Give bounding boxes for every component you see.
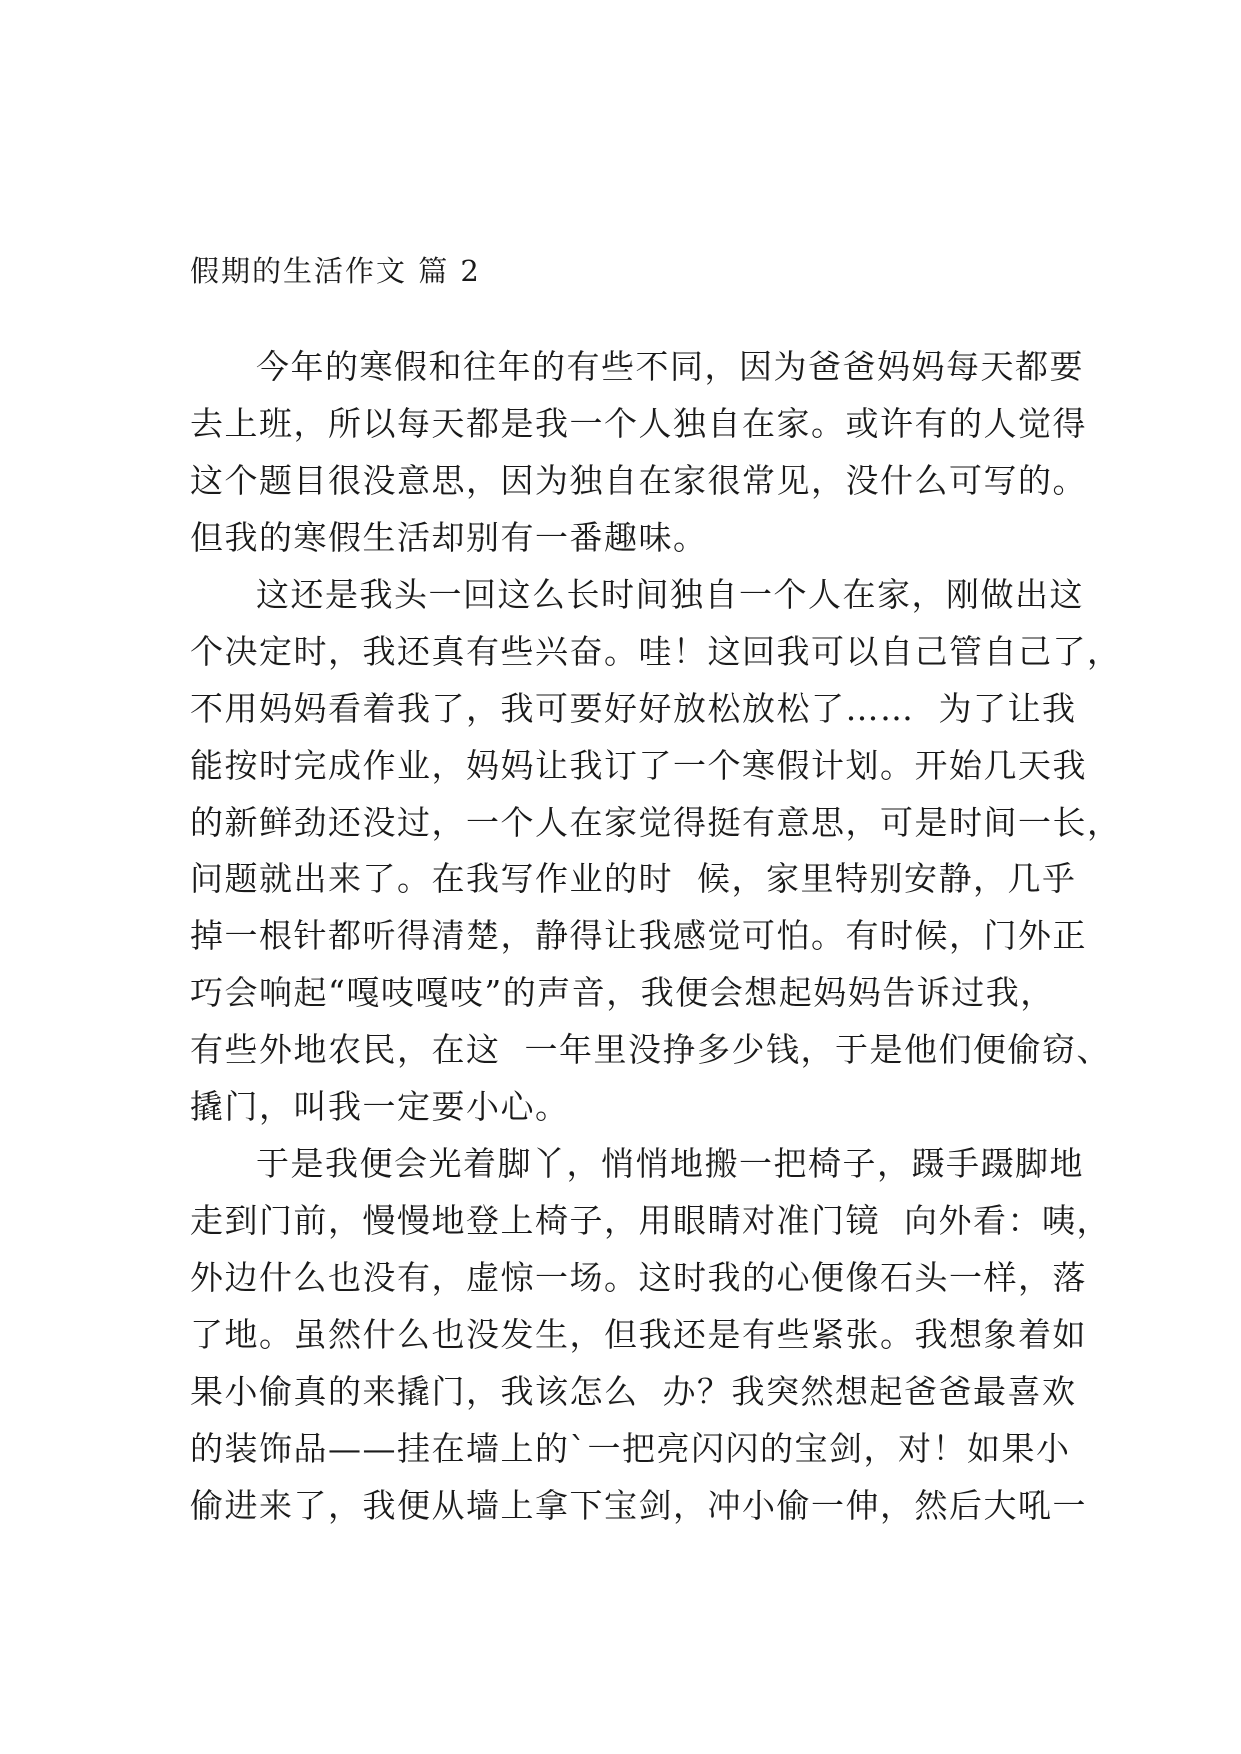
text-line: 撬门，叫我一定要小心。 [190, 1087, 570, 1127]
text-line: 走到门前，慢慢地登上椅子，用眼睛对准门镜 向外看：咦， [190, 1201, 1111, 1241]
text-line: 这个题目很没意思，因为独自在家很常见，没什么可写的。 [190, 460, 1087, 500]
text-line: 的装饰品——挂在墙上的`一把亮闪闪的宝剑，对！如果小 [190, 1428, 1071, 1468]
document-title: 假期的生活作文 篇 2 [190, 254, 481, 288]
text-line: 果小偷真的来撬门，我该怎么 办？我突然想起爸爸最喜欢 [190, 1371, 1077, 1411]
text-line: 外边什么也没有，虚惊一场。这时我的心便像石头一样，落 [190, 1258, 1087, 1297]
text-line: 去上班，所以每天都是我一个人独自在家。或许有的人觉得 [190, 403, 1087, 443]
text-line: 今年的寒假和往年的有些不同，因为爸爸妈妈每天都要 [256, 347, 1084, 386]
text-line: 巧会响起“嘎吱嘎吱”的声音，我便会想起妈妈告诉过我， [190, 973, 1055, 1013]
text-line: 有些外地农民，在这 一年里没挣多少钱，于是他们便偷窃、 [190, 1030, 1111, 1070]
text-line: 能按时完成作业，妈妈让我订了一个寒假计划。开始几天我 [190, 745, 1087, 785]
text-line: 的新鲜劲还没过，一个人在家觉得挺有意思，可是时间一长， [190, 802, 1122, 842]
text-line: 了地。虽然什么也没发生，但我还是有些紧张。我想象着如 [190, 1314, 1087, 1354]
text-line: 但我的寒假生活却别有一番趣味。 [190, 517, 708, 557]
text-line: 偷进来了，我便从墙上拿下宝剑，冲小偷一伸，然后大吼一 [190, 1485, 1087, 1525]
essay-body [190, 339, 1190, 1535]
text-line: 问题就出来了。在我写作业的时 候，家里特别安静，几乎 [190, 859, 1077, 899]
text-line: 于是我便会光着脚丫，悄悄地搬一把椅子，蹑手蹑脚地 [256, 1144, 1084, 1184]
text-line: 掉一根针都听得清楚，静得让我感觉可怕。有时候，门外正 [190, 916, 1087, 956]
text-line: 个决定时，我还真有些兴奋。哇！这回我可以自己管自己了， [190, 631, 1122, 671]
text-line: 这还是我头一回这么长时间独自一个人在家，刚做出这 [256, 574, 1084, 614]
text-line: 不用妈妈看着我了，我可要好好放松放松了…… 为了让我 [190, 688, 1077, 728]
